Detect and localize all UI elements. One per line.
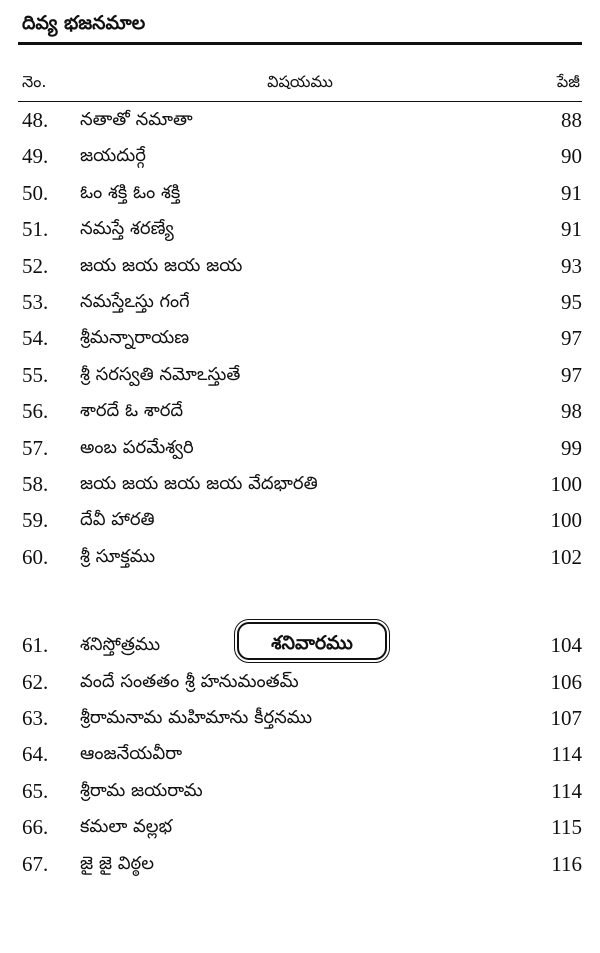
toc-row xyxy=(0,211,600,247)
toc-entry-number: 50. xyxy=(22,180,49,205)
toc-entry-number: 62. xyxy=(22,669,49,694)
toc-row xyxy=(0,809,600,845)
header-rule xyxy=(18,42,582,45)
toc-entry-title: నమస్తే శరణ్యే xyxy=(80,218,174,240)
toc-row xyxy=(0,102,600,138)
toc-entry-number: 57. xyxy=(22,435,49,460)
toc-entry-page: 97 xyxy=(561,362,582,387)
toc-entry-number: 49. xyxy=(22,144,49,169)
toc-row xyxy=(0,539,600,575)
toc-row xyxy=(0,773,600,809)
toc-entry-number: 55. xyxy=(22,362,49,387)
toc-entry-page: 115 xyxy=(551,815,582,840)
toc-entry-title: నమస్తేఽస్తు గంగే xyxy=(80,291,190,312)
toc-entry-page: 91 xyxy=(561,180,582,205)
running-header-title: దివ్య భజనమాల xyxy=(22,12,146,34)
toc-entry-number: 56. xyxy=(22,399,49,424)
toc-entry-number: 48. xyxy=(22,108,49,132)
toc-row xyxy=(0,502,600,538)
toc-entry-title: శ్రీ సూక్తము xyxy=(80,545,156,567)
toc-entry-page: 100 xyxy=(550,472,582,496)
toc-entry-number: 53. xyxy=(22,290,49,314)
toc-entry-page: 116 xyxy=(551,851,582,876)
toc-row xyxy=(0,393,600,429)
toc-entry-page: 91 xyxy=(561,217,582,242)
toc-row xyxy=(0,430,600,466)
toc-entry-title: వందే సంతతం శ్రీ హనుమంతమ్ xyxy=(80,670,299,692)
column-header-subject: విషయము xyxy=(267,72,333,91)
toc-entry-number: 63. xyxy=(22,706,49,730)
toc-entry-page: 90 xyxy=(561,144,582,169)
toc-entry-page: 95 xyxy=(561,290,582,314)
toc-entry-title: శ్రీమన్నారాయణ xyxy=(80,327,190,349)
toc-entry-title: శనిస్తోత్రము xyxy=(80,634,161,656)
toc-row xyxy=(0,175,600,211)
toc-entry-title: నతాతో నమాతా xyxy=(80,109,193,130)
toc-row xyxy=(0,846,600,882)
toc-entry-title: అంబ పరమేశ్వరి xyxy=(80,436,194,458)
toc-entry-page: 114 xyxy=(551,778,582,803)
toc-entry-page: 104 xyxy=(550,633,582,658)
toc-entry-number: 54. xyxy=(22,326,49,351)
toc-entry-number: 60. xyxy=(22,544,49,569)
column-header-number: నెం. xyxy=(22,72,47,91)
toc-entry-number: 65. xyxy=(22,778,49,803)
toc-entry-number: 61. xyxy=(22,633,49,658)
toc-row xyxy=(0,736,600,772)
toc-entry-title: శారదే ఓ శారదే xyxy=(80,400,184,422)
toc-row xyxy=(0,466,600,502)
toc-row xyxy=(0,284,600,320)
toc-entry-page: 93 xyxy=(561,253,582,278)
toc-entry-number: 64. xyxy=(22,742,49,767)
toc-entry-title: దేవీ హారతి xyxy=(80,509,155,531)
toc-entry-title: జయ జయ జయ జయ xyxy=(80,254,243,276)
toc-entry-page: 99 xyxy=(561,435,582,460)
toc-row xyxy=(0,357,600,393)
toc-entry-page: 100 xyxy=(550,508,582,533)
toc-entry-number: 59. xyxy=(22,508,49,533)
toc-entry-title: శ్రీరామ జయరామ xyxy=(80,779,203,801)
toc-entry-number: 52. xyxy=(22,253,49,278)
toc-entry-title: ఓం శక్తి ఓం శక్తి xyxy=(80,181,181,203)
toc-entry-number: 58. xyxy=(22,472,49,496)
toc-entry-title: జయ జయ జయ జయ వేదభారతి xyxy=(80,473,318,494)
toc-entry-page: 88 xyxy=(561,108,582,132)
toc-row xyxy=(0,700,600,736)
toc-entry-number: 51. xyxy=(22,217,49,242)
toc-entry-page: 114 xyxy=(551,742,582,767)
column-header-page: పేజీ xyxy=(556,72,580,91)
toc-entry-page: 107 xyxy=(550,706,582,730)
toc-entry-title: శ్రీ సరస్వతి నమోఽస్తుతే xyxy=(80,363,241,385)
toc-entry-title: జయదుర్గే xyxy=(80,145,146,167)
toc-entry-title: శ్రీరామనామ మహిమాను కీర్తనము xyxy=(80,707,313,728)
toc-entry-page: 102 xyxy=(550,544,582,569)
toc-entry-title: కమలా వల్లభ xyxy=(80,816,173,838)
toc-entry-number: 67. xyxy=(22,851,49,876)
toc-entry-title: ఆంజనేయవీరా xyxy=(80,743,183,765)
toc-entry-page: 106 xyxy=(550,669,582,694)
section-heading-saturday: శనివారము xyxy=(237,622,387,660)
toc-row xyxy=(0,138,600,174)
toc-entry-page: 98 xyxy=(561,399,582,424)
toc-row xyxy=(0,248,600,284)
toc-entry-title: జై జై విఠ్ఠల xyxy=(80,852,154,874)
toc-entry-number: 66. xyxy=(22,815,49,840)
toc-row xyxy=(0,664,600,700)
toc-row xyxy=(0,320,600,356)
toc-entry-page: 97 xyxy=(561,326,582,351)
